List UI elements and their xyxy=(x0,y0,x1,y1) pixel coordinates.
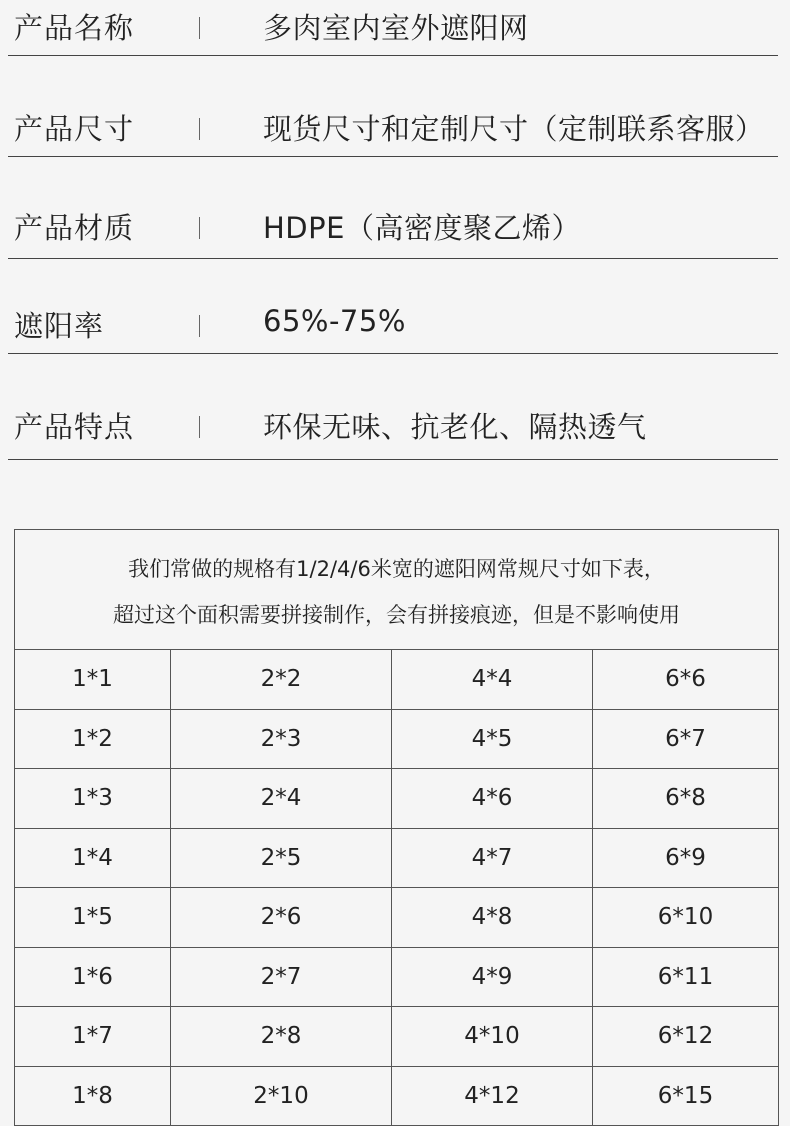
table-cell: 4*12 xyxy=(392,1066,593,1126)
spec-row-name xyxy=(8,0,778,56)
size-table xyxy=(14,529,779,1126)
table-cell: 6*10 xyxy=(593,888,779,948)
spec-row-size xyxy=(8,57,778,157)
table-note xyxy=(15,530,779,650)
table-cell: 4*9 xyxy=(392,947,593,1007)
table-cell: 2*5 xyxy=(171,828,392,888)
spec-value: HDPE（高密度聚乙烯） xyxy=(263,211,581,245)
note-line: 超过这个面积需要拼接制作，会有拼接痕迹，但是不影响使用 xyxy=(113,602,680,627)
table-cell: 2*7 xyxy=(171,947,392,1007)
table-row xyxy=(15,1007,779,1067)
table-row xyxy=(15,709,779,769)
separator xyxy=(199,118,200,140)
table-cell: 4*5 xyxy=(392,709,593,769)
divider xyxy=(8,459,778,460)
divider xyxy=(8,55,778,56)
table-cell: 1*5 xyxy=(15,888,171,948)
spec-label: 产品特点 xyxy=(14,410,135,444)
table-cell: 2*8 xyxy=(171,1007,392,1067)
table-row xyxy=(15,828,779,888)
table-cell: 2*3 xyxy=(171,709,392,769)
table-cell: 6*12 xyxy=(593,1007,779,1067)
spec-value: 多肉室内室外遮阳网 xyxy=(263,11,529,45)
table-cell: 1*4 xyxy=(15,828,171,888)
table-cell: 1*6 xyxy=(15,947,171,1007)
table-cell: 4*10 xyxy=(392,1007,593,1067)
spec-label: 产品尺寸 xyxy=(14,112,135,146)
table-cell: 1*8 xyxy=(15,1066,171,1126)
note-line: 我们常做的规格有1/2/4/6米宽的遮阳网常规尺寸如下表， xyxy=(128,556,665,581)
table-row xyxy=(15,650,779,710)
table-row xyxy=(15,888,779,948)
table-note-row xyxy=(15,530,779,650)
table-cell: 1*3 xyxy=(15,769,171,829)
table-cell: 4*6 xyxy=(392,769,593,829)
spec-row-material xyxy=(8,159,778,259)
table-cell: 2*10 xyxy=(171,1066,392,1126)
table-cell: 2*6 xyxy=(171,888,392,948)
table-cell: 2*4 xyxy=(171,769,392,829)
table-row xyxy=(15,1066,779,1126)
spec-label: 产品材质 xyxy=(14,211,135,245)
separator xyxy=(199,315,200,337)
divider xyxy=(8,353,778,354)
table-cell: 6*8 xyxy=(593,769,779,829)
separator xyxy=(199,17,200,39)
spec-value: 环保无味、抗老化、隔热透气 xyxy=(263,410,647,444)
table-cell: 1*7 xyxy=(15,1007,171,1067)
table-cell: 4*8 xyxy=(392,888,593,948)
table-cell: 4*4 xyxy=(392,650,593,710)
separator xyxy=(199,416,200,438)
table-row xyxy=(15,947,779,1007)
table-cell: 6*11 xyxy=(593,947,779,1007)
spec-label: 产品名称 xyxy=(14,11,135,45)
table-cell: 6*7 xyxy=(593,709,779,769)
divider xyxy=(8,156,778,157)
table-cell: 1*1 xyxy=(15,650,171,710)
separator xyxy=(199,217,200,239)
table-cell: 6*6 xyxy=(593,650,779,710)
table-cell: 1*2 xyxy=(15,709,171,769)
spec-value: 现货尺寸和定制尺寸（定制联系客服） xyxy=(263,112,765,146)
table-cell: 6*9 xyxy=(593,828,779,888)
table-cell: 4*7 xyxy=(392,828,593,888)
table-cell: 6*15 xyxy=(593,1066,779,1126)
spec-row-shade-rate xyxy=(8,254,778,354)
spec-row-features xyxy=(8,360,778,460)
table-row xyxy=(15,769,779,829)
spec-value: 65%-75% xyxy=(263,304,406,338)
spec-label: 遮阳率 xyxy=(14,309,105,343)
table-cell: 2*2 xyxy=(171,650,392,710)
